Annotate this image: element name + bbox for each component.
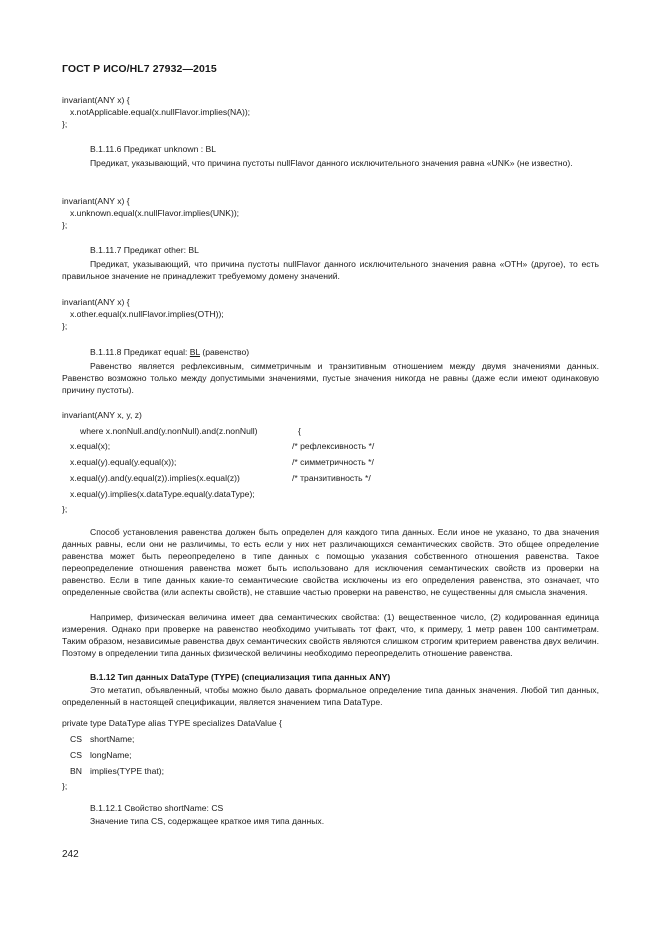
- code-line: };: [62, 220, 68, 230]
- code-line-end: };: [62, 504, 68, 514]
- code-line-brace: {: [298, 426, 301, 436]
- code-line: invariant(ANY x) {: [62, 297, 130, 307]
- code-line-type-declaration: private type DataType alias TYPE specializes DataValue {: [62, 718, 282, 728]
- paragraph-datatype: Это метатип, объявленный, чтобы можно было давать формальное определение типа данных значения. Любой тип данных, определенный в настоящей спецификации, является значением типа DataType.: [62, 685, 599, 708]
- paragraph-equal: Равенство является рефлексивным, симметричным и транзитивным отношением между двумя значениями данных. Равенство возможно только между допустимыми значениями, пустые значения никогда не равны (даже если имеют одинаковую причину пустоты).: [62, 361, 599, 396]
- code-line-type-end: };: [62, 781, 68, 791]
- paragraph-physical-quantity-example: Например, физическая величина имеет два семантических свойства: (1) вещественное число, (2) кодированная единица измерения. Однако при проверке на равенство необходимо учитывать тот факт, что, к примеру, 1 метр равен 100 сантиметрам. Таким образом, независимые равенства двух семантических свойств являются слишком строгим критерием равенства двух величин. Поэтому в определении типа данных физической величины необходимо переопределить отношение равенства.: [62, 612, 599, 659]
- code-line: x.other.equal(x.nullFlavor.implies(OTH));: [70, 309, 224, 319]
- code-block-unknown: [62, 195, 239, 231]
- page-header-title: ГОСТ Р ИСО/HL7 27932—2015: [62, 63, 217, 75]
- code-comment-symmetric: /* симметричность */: [292, 457, 374, 467]
- code-line: };: [62, 119, 68, 129]
- code-line: x.unknown.equal(x.nullFlavor.implies(UNK));: [70, 208, 240, 218]
- code-line-reflexive: x.equal(x);: [70, 441, 111, 451]
- type-link-bl: BL: [189, 347, 200, 357]
- code-line-symmetric: x.equal(y).equal(y.equal(x));: [70, 457, 177, 467]
- paragraph-unknown: Предикат, указывающий, что причина пустоты nullFlavor данного исключительного значения равна «UNK» (не известно).: [90, 158, 573, 168]
- paragraph-equality-method: Способ установления равенства должен быть определен для каждого типа данных. Если иное не указано, то два значения данных равны, если они не различимы, то есть если у них нет различающихся семантических свойств. Это общее определение равенства может быть переопределено в типе данных с помощью указания собственного отношения равенства. Такое переопределение отношения равенства может быть использовано для исключения семантических свойств из проверки на равенство. Если в типе данных какие-то семантические свойства исключены из его определения равенства, это означает, что определенные свойства (или аспекты свойств), не ставшие частью проверки на равенство, не существенны для смысла значения.: [62, 527, 599, 598]
- code-line-invariant-head: invariant(ANY x, y, z): [62, 410, 142, 420]
- code-type-cs-1: CS: [70, 734, 82, 744]
- code-comment-reflexive: /* рефлексивность */: [292, 441, 375, 451]
- page-number: 242: [62, 849, 79, 860]
- code-comment-transitive: /* транзитивность */: [292, 473, 371, 483]
- code-block-other: [62, 296, 224, 332]
- code-type-bn: BN: [70, 766, 82, 776]
- code-member-longname: longName;: [90, 750, 132, 760]
- code-member-implies: implies(TYPE that);: [90, 766, 165, 776]
- code-line-transitive: x.equal(y).and(y.equal(z)).implies(x.equal(z)): [70, 473, 240, 483]
- code-type-cs-2: CS: [70, 750, 82, 760]
- code-line: invariant(ANY x) {: [62, 95, 130, 105]
- paragraph-other: Предикат, указывающий, что причина пустоты nullFlavor данного исключительного значения равна «OTH» (другое), то есть правильное значение не принадлежит требуемому домену значений.: [62, 259, 599, 282]
- code-line-where: where x.nonNull.and(y.nonNull).and(z.nonNull): [80, 426, 258, 436]
- code-line: invariant(ANY x) {: [62, 196, 130, 206]
- code-line: x.notApplicable.equal(x.nullFlavor.implies(NA));: [70, 107, 251, 117]
- code-line-datatype: x.equal(y).implies(x.dataType.equal(y.dataType);: [70, 489, 255, 499]
- code-line: };: [62, 321, 68, 331]
- section-heading-shortname: B.1.12.1 Свойство shortName: CS: [90, 803, 224, 813]
- code-block-not-applicable: [62, 94, 250, 130]
- section-heading-equal: B.1.11.8 Предикат equal: BL (равенство): [90, 347, 250, 357]
- section-heading-datatype: B.1.12 Тип данных DataType (TYPE) (специализация типа данных ANY): [90, 672, 391, 682]
- code-member-shortname: shortName;: [90, 734, 135, 744]
- section-heading-other: B.1.11.7 Предикат other: BL: [90, 245, 199, 255]
- paragraph-shortname: Значение типа CS, содержащее краткое имя типа данных.: [90, 816, 325, 826]
- section-heading-unknown: B.1.11.6 Предикат unknown : BL: [90, 144, 217, 154]
